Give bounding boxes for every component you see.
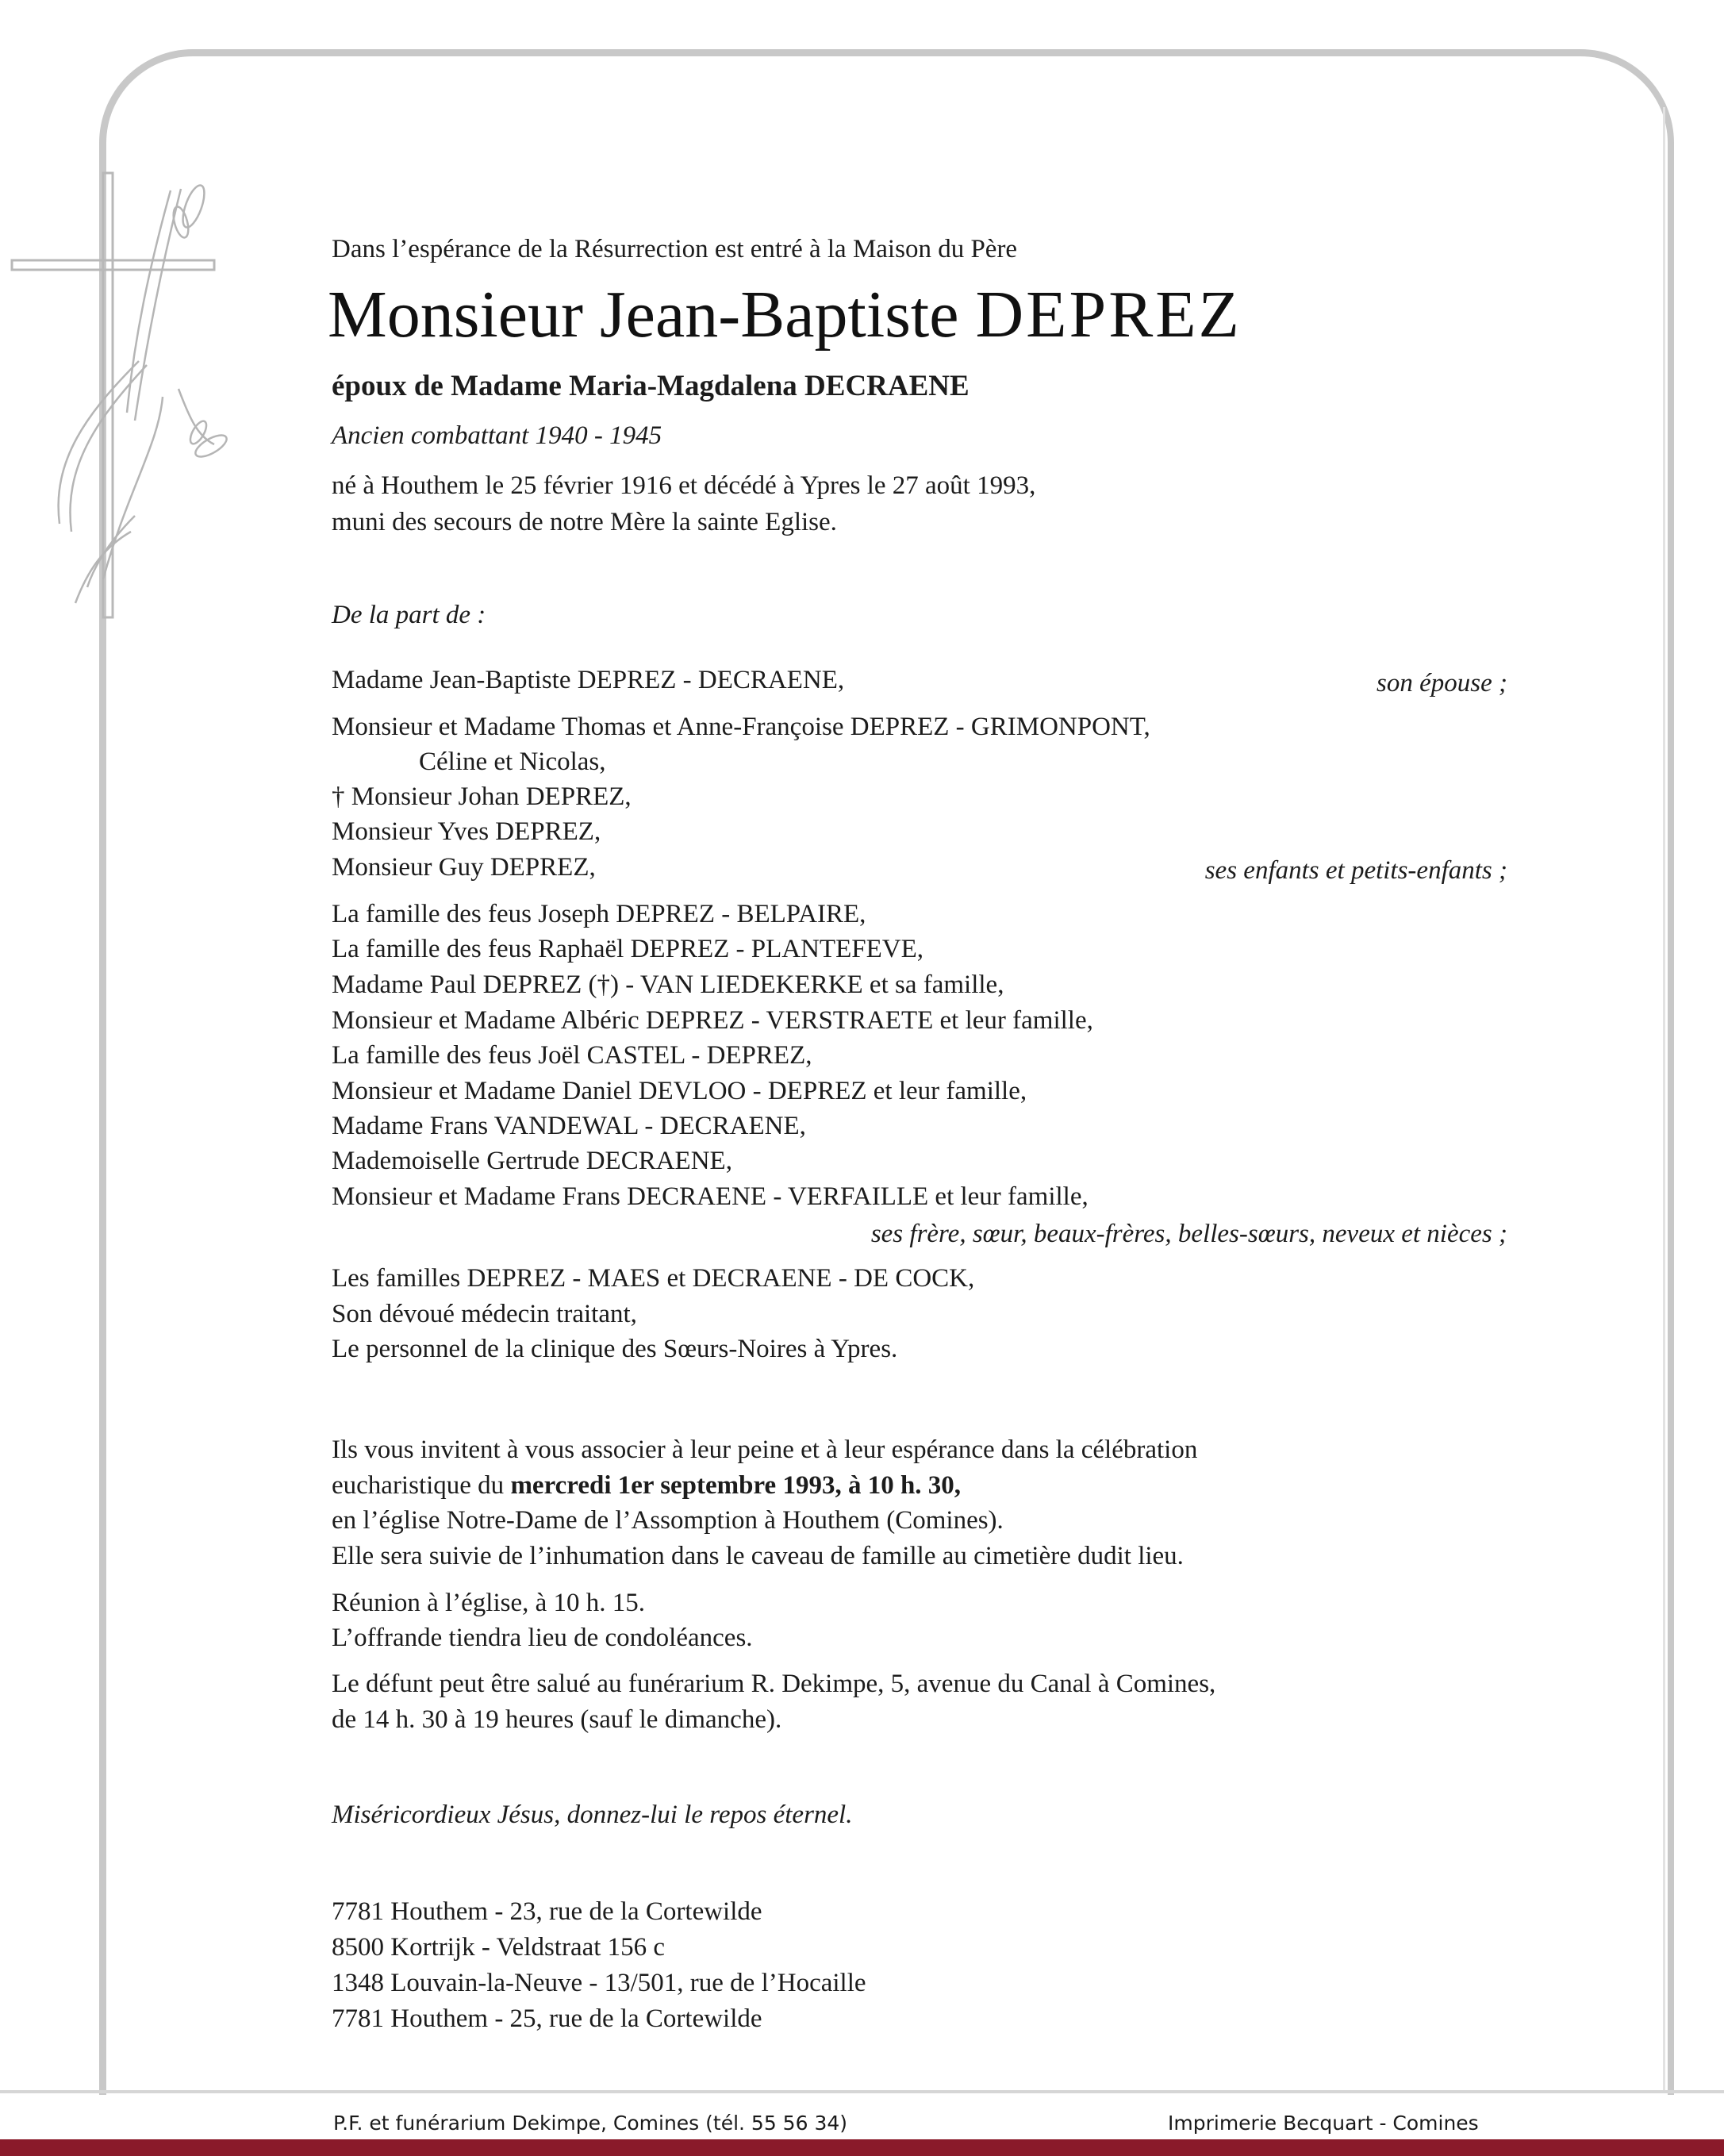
- relationship-label: son épouse ;: [1377, 669, 1507, 698]
- family-line: Madame Jean-Baptiste DEPREZ - DECRAENE,: [332, 666, 845, 694]
- family-line: La famille des feus Joseph DEPREZ - BELPAIRE,: [332, 900, 866, 928]
- address-line: 8500 Kortrijk - Veldstraat 156 c: [332, 1933, 666, 1962]
- cross-icon: [12, 173, 214, 617]
- family-line: Les familles DEPREZ - MAES et DECRAENE - DE COCK,: [332, 1264, 975, 1293]
- family-line: Monsieur et Madame Thomas et Anne-Françoise DEPREZ - GRIMONPONT,: [332, 713, 1150, 741]
- address-line: 7781 Houthem - 23, rue de la Cortewilde: [332, 1897, 762, 1926]
- ceremony-line: L’offrande tiendra lieu de condoléances.: [332, 1624, 753, 1652]
- deceased-name: [328, 278, 1242, 352]
- relationship-label: ses enfants et petits-enfants ;: [1204, 856, 1507, 885]
- family-line: † Monsieur Johan DEPREZ,: [332, 782, 632, 811]
- funeral-home-credit: P.F. et funérarium Dekimpe, Comines (tél. 55 56 34): [333, 2112, 848, 2135]
- birth-death-line-1: né à Houthem le 25 février 1916 et décédé à Ypres le 27 août 1993,: [332, 471, 1036, 500]
- family-line: La famille des feus Joël CASTEL - DEPREZ,: [332, 1041, 812, 1070]
- ceremony-line: en l’église Notre-Dame de l’Assomption à Houthem (Comines).: [332, 1506, 1004, 1535]
- ceremony-line: de 14 h. 30 à 19 heures (sauf le dimanche).: [332, 1705, 782, 1734]
- printer-credit: Imprimerie Becquart - Comines: [1168, 2112, 1479, 2135]
- family-line: Monsieur et Madame Frans DECRAENE - VERFAILLE et leur famille,: [332, 1182, 1089, 1211]
- deceased-first-name: Monsieur Jean-Baptiste: [328, 278, 959, 352]
- from-label: De la part de :: [332, 601, 486, 629]
- veteran-line: Ancien combattant 1940 - 1945: [332, 421, 662, 450]
- spouse-line: époux de Madame Maria-Magdalena DECRAENE: [332, 370, 970, 402]
- family-line: Monsieur et Madame Albéric DEPREZ - VERSTRAETE et leur famille,: [332, 1006, 1093, 1035]
- intro-line: Dans l’espérance de la Résurrection est entré à la Maison du Père: [332, 235, 1018, 263]
- bottom-edge-strip: [0, 2139, 1724, 2156]
- ceremony-line: Réunion à l’église, à 10 h. 15.: [332, 1589, 646, 1617]
- ceremony-date-line: [332, 1473, 961, 1499]
- family-line: Monsieur Guy DEPREZ,: [332, 853, 596, 882]
- family-line: Mademoiselle Gertrude DECRAENE,: [332, 1147, 732, 1175]
- deceased-last-name: DEPREZ: [975, 278, 1242, 352]
- prayer-line: Miséricordieux Jésus, donnez-lui le repos éternel.: [332, 1801, 853, 1829]
- ceremony-text: eucharistique du: [332, 1471, 511, 1500]
- address-line: 7781 Houthem - 25, rue de la Cortewilde: [332, 2004, 762, 2033]
- family-line: La famille des feus Raphaël DEPREZ - PLANTEFEVE,: [332, 935, 923, 963]
- family-line: Madame Frans VANDEWAL - DECRAENE,: [332, 1112, 806, 1140]
- family-line: Le personnel de la clinique des Sœurs-Noires à Ypres.: [332, 1335, 898, 1363]
- wheat-icon: [59, 183, 230, 603]
- ceremony-datetime: mercredi 1er septembre 1993, à 10 h. 30,: [510, 1471, 962, 1500]
- cross-wheat-ornament: [0, 159, 262, 635]
- address-line: 1348 Louvain-la-Neuve - 13/501, rue de l’Hocaille: [332, 1969, 866, 1997]
- family-line: Monsieur Yves DEPREZ,: [332, 817, 601, 846]
- family-line: Céline et Nicolas,: [419, 747, 606, 776]
- ceremony-line: Le défunt peut être salué au funérarium R. Dekimpe, 5, avenue du Canal à Comines,: [332, 1670, 1216, 1698]
- ceremony-line: Elle sera suivie de l’inhumation dans le caveau de famille au cimetière dudit lieu.: [332, 1542, 1184, 1570]
- frame-edge: [1663, 107, 1665, 2091]
- ceremony-line: Ils vous invitent à vous associer à leur peine et à leur espérance dans la célébration: [332, 1435, 1198, 1464]
- family-line: Monsieur et Madame Daniel DEVLOO - DEPREZ et leur famille,: [332, 1077, 1027, 1105]
- family-line: Son dévoué médecin traitant,: [332, 1300, 637, 1328]
- birth-death-line-2: muni des secours de notre Mère la sainte Eglise.: [332, 508, 837, 536]
- footer-rule: [0, 2090, 1724, 2093]
- family-line: Madame Paul DEPREZ (†) - VAN LIEDEKERKE et sa famille,: [332, 970, 1004, 999]
- page-frame: [99, 49, 1674, 2095]
- relationship-label: ses frère, sœur, beaux-frères, belles-sœurs, neveux et nièces ;: [870, 1220, 1507, 1248]
